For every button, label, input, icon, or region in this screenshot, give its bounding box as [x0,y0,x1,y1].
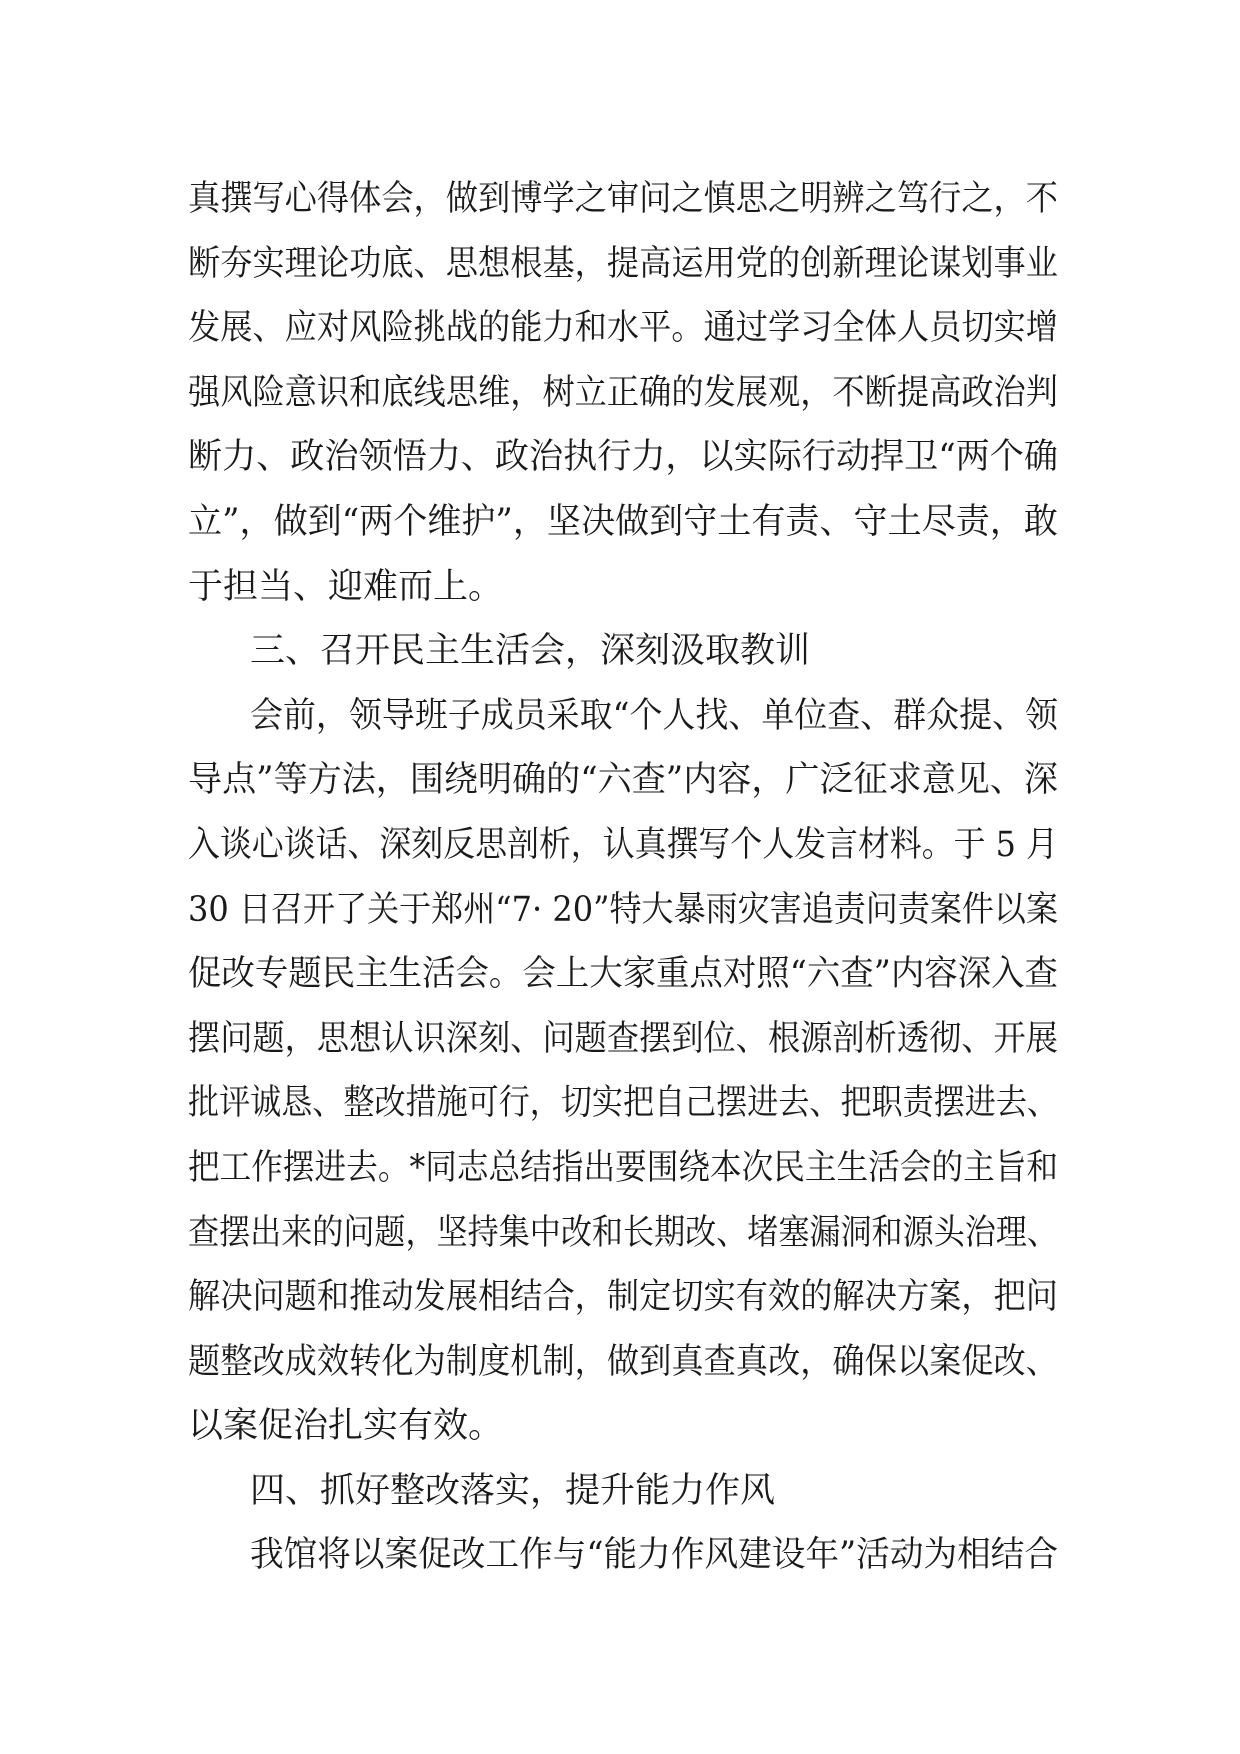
text-line: 强风险意识和底线思维，树立正确的发展观，不断提高政治判 [188,372,1058,413]
text-line: 发展、应对风险挑战的能力和水平。通过学习全体人员切实增 [188,308,1058,349]
indented-line: 会前，领导班子成员采取“个人找、单位查、群众提、领 [250,695,1058,736]
text-line: 真撰写心得体会，做到博学之审问之慎思之明辨之笃行之，不 [188,179,1058,219]
document-body [188,167,1058,1588]
text-line: 以案促治扎实有效。 [188,1406,504,1447]
indented-line: 我馆将以案促改工作与“能力作风建设年”活动为相结合 [250,1535,1058,1576]
text-line: 断夯实理论功底、思想根基，提高运用党的创新理论谋划事业 [188,243,1058,284]
indented-line: 三、召开民主生活会，深刻汲取教训 [250,631,811,672]
text-line: 30 日召开了关于郑州“7· 20”特大暴雨灾害追责问责案件以案 [188,889,1058,930]
text-line: 批评诚恳、整改措施可行，切实把自己摆进去、把职责摆进去、 [188,1083,1058,1124]
text-line: 查摆出来的问题，坚持集中改和长期改、堵塞漏洞和源头治理、 [188,1212,1058,1253]
text-line: 解决问题和推动发展相结合，制定切实有效的解决方案，把问 [188,1277,1058,1318]
text-line: 摆问题，思想认识深刻、问题查摆到位、根源剖析透彻、开展 [188,1018,1058,1059]
indented-line: 四、抓好整改落实，提升能力作风 [250,1470,776,1511]
text-line: 立”，做到“两个维护”，坚决做到守土有责、守土尽责，敢 [188,501,1058,542]
text-line: 于担当、迎难而上。 [188,566,504,607]
text-line: 导点”等方法，围绕明确的“六查”内容，广泛征求意见、深 [188,760,1058,801]
text-line: 把工作摆进去。*同志总结指出要围绕本次民主生活会的主旨和 [188,1147,1058,1188]
text-line: 入谈心谈话、深刻反思剖析，认真撰写个人发言材料。于 5 月 [188,824,1058,865]
text-line: 题整改成效转化为制度机制，做到真查真改，确保以案促改、 [188,1341,1058,1382]
text-line: 促改专题民主生活会。会上大家重点对照“六查”内容深入查 [188,954,1058,995]
text-line: 断力、政治领悟力、政治执行力，以实际行动捍卫“两个确 [188,437,1058,478]
